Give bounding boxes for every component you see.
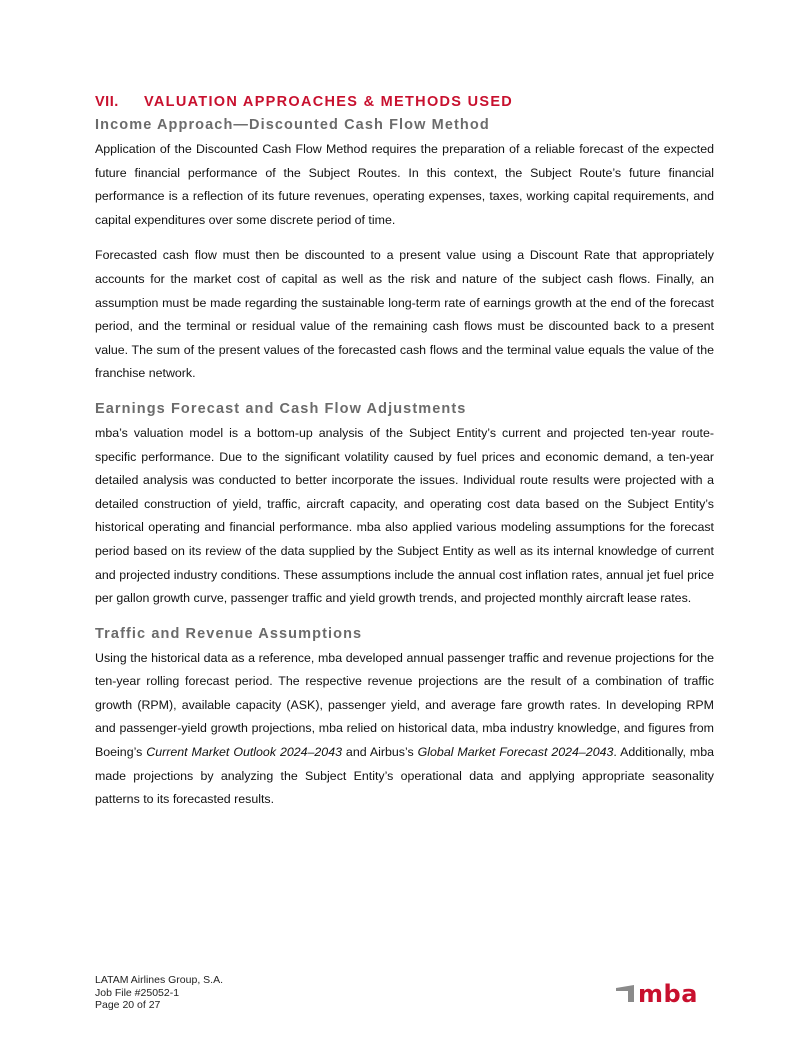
paragraph (95, 647, 714, 812)
footer-job-file: Job File #25052-1 (95, 986, 180, 999)
text-run: Using the historical data as a reference, mba developed annual passenger traffic and revenue projections for the ten-year rolling forecast period. The respective revenue projections are the result of a combination of traffic growth (RPM), available capacity (ASK), passenger yield, and average fare growth rates. In developing RPM and passenger-yield growth projections, mba relied on historical data, mba industry knowledge, and figures from Boeing’s (95, 650, 714, 760)
italic-title: Global Market Forecast 2024–2043 (417, 745, 614, 760)
mba-logo (614, 976, 706, 1006)
mba-logo-icon (616, 985, 634, 1002)
footer-company: LATAM Airlines Group, S.A. (95, 974, 223, 986)
page-content (95, 94, 714, 818)
mba-logo-text: mba (638, 980, 698, 1006)
italic-title: Current Market Outlook 2024–2043 (146, 745, 342, 760)
paragraph: Application of the Discounted Cash Flow Method requires the preparation of a reliable forecast of the expected future financial performance of the Subject Routes. In this context, the Subject Route’s future financial performance is a reflection of its future revenues, operating expenses, taxes, working capital requirements, and capital expenditures over some discrete period of time. (95, 142, 714, 227)
page-footer (95, 974, 223, 1012)
paragraph: Forecasted cash flow must then be discounted to a present value using a Discount Rate that appropriately accounts for the market cost of capital as well as the risk and nature of the subject cash flows. Finally, an assumption must be made regarding the sustainable long-term rate of earnings growth at the end of the forecast period, and the terminal or residual value of the remaining cash flows must be discounted back to a present value. The sum of the present values of the forecasted cash flows and the terminal value equals the value of the franchise network. (95, 248, 714, 381)
subheading-earnings-forecast: Earnings Forecast and Cash Flow Adjustments (95, 400, 467, 417)
paragraph: mba’s valuation model is a bottom-up analysis of the Subject Entity’s current and projected ten-year route-specific performance. Due to the significant volatility caused by fuel prices and economic demand, a ten-year detailed analysis was conducted to better incorporate the issues. Individual route results were projected with a detailed construction of yield, traffic, aircraft capacity, and operating cost data based on the Subject Entity’s historical operating and financial performance. mba also applied various modeling assumptions for the forecast period based on its review of the data supplied by the Subject Entity as well as its internal knowledge of current and projected industry conditions. These assumptions include the annual cost inflation rates, annual jet fuel price per gallon growth curve, passenger traffic and yield growth trends, and projected monthly aircraft lease rates. (95, 425, 714, 606)
section-number: VII. (95, 94, 119, 110)
text-run: and Airbus’s (341, 745, 418, 760)
section-heading (95, 94, 714, 110)
footer-page-number: Page 20 of 27 (95, 999, 161, 1012)
text-run: . Additionally, mba made projections by analyzing the Subject Entity’s operational data and applying appropriate seasonality patterns to its forecasted results. (95, 745, 715, 807)
section-title: VALUATION APPROACHES & METHODS USED (144, 94, 514, 110)
subheading-income-approach: Income Approach—Discounted Cash Flow Method (95, 117, 490, 133)
subheading-traffic-revenue: Traffic and Revenue Assumptions (95, 625, 363, 642)
